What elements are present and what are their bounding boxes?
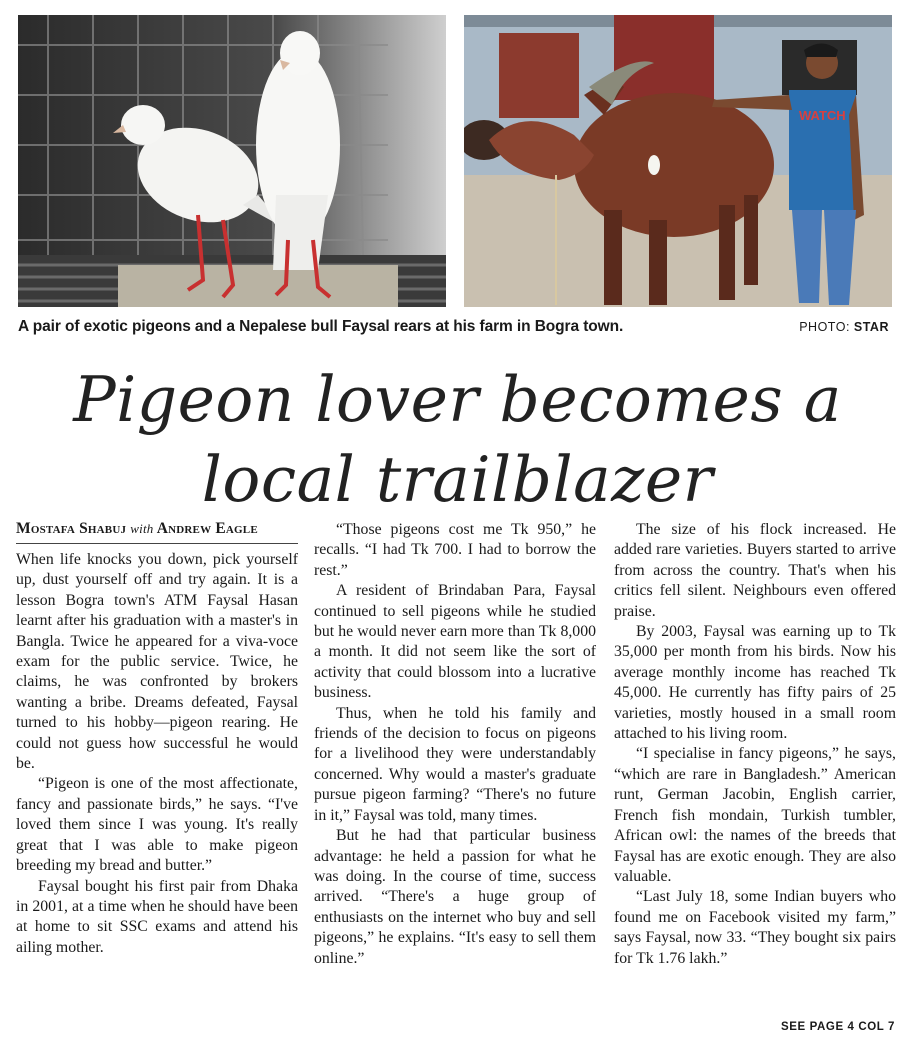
photo-credit <box>799 320 889 334</box>
headline-line-1: Pigeon lover becomes a <box>73 363 842 436</box>
photo-caption: A pair of exotic pigeons and a Nepalese bull Faysal rears at his farm in Bogra town. <box>18 318 624 335</box>
paragraph: When life knocks you down, pick yourself up, dust yourself off and try again. It is a lesson Bogra town's ATM Faysal Hasan learnt after his graduation with a master's in Bangla. Twice he appeared for a viva-voce exam for the public service. Twice, he claims, he was confronted by brokers wanting a bribe. Dreams defeated, Faysal turned to his hobby—pigeon rearing. He could not guess how successful he would be. <box>16 551 298 773</box>
credit-prefix: PHOTO: <box>799 320 854 334</box>
pigeons-photo <box>18 15 446 307</box>
bull-photo <box>464 15 892 307</box>
headline <box>0 360 915 520</box>
article-column-2 <box>314 520 596 969</box>
paragraph: Faysal bought his first pair from Dhaka in 2001, at a time when he should have been at home to sit SSC exams and attend his ailing mother. <box>16 877 298 956</box>
shirt-text: WATCH <box>799 108 846 123</box>
paragraph: Thus, when he told his family and friends of the decision to focus on pigeons for a livelihood they were understandably concerned. Why would a master's graduate pursue pigeon farming? “There's no future in it,” Faysal was told, many times. <box>314 704 596 824</box>
byline <box>16 520 298 544</box>
paragraph: A resident of Brindaban Para, Faysal continued to sell pigeons while he studied but he would never earn more than Tk 8,000 a month. It did not seem like the sort of activity that could blossom into a lucrative business. <box>314 582 596 702</box>
headline-line-2: local trailblazer <box>201 443 714 516</box>
paragraph: But he had that particular business advantage: he held a passion for what he was doing. In the course of time, success arrived. “There's a huge group of enthusiasts on the internet who buy and sell pigeons,” he explains. “It's easy to sell them online.” <box>314 827 596 967</box>
credit-source: STAR <box>853 320 889 334</box>
paragraph: “I specialise in fancy pigeons,” he says, “which are rare in Bangladesh.” American runt, German Jacobin, English carrier, French fish mondain, Turkish tumbler, African owl: the names of the breeds that Faysal has are exotic enough. They are also valuable. <box>614 745 896 885</box>
paragraph: “Last July 18, some Indian buyers who found me on Facebook visited my farm,” says Faysal, now 33. “They bought six pairs for Tk 1.76 lakh.” <box>614 888 896 967</box>
paragraph: By 2003, Faysal was earning up to Tk 35,000 per month from his birds. Now his average monthly income has reached Tk 45,000. He currently has fifty pairs of 25 varieties, mostly housed in a small room attached to his living room. <box>614 623 896 743</box>
byline-author: Mostafa Shabuj <box>16 520 127 537</box>
article-column-3 <box>614 520 896 969</box>
continuation-note: SEE PAGE 4 COL 7 <box>781 1021 895 1033</box>
paragraph: “Pigeon is one of the most affectionate, fancy and passionate birds,” he says. “I've loved them since I was young. It's really great that I was able to make pigeon breeding my bread and butter.” <box>16 775 298 875</box>
byline-with: with <box>130 521 154 536</box>
byline-coauthor: Andrew Eagle <box>156 520 258 537</box>
paragraph: The size of his flock increased. He added rare varieties. Buyers started to arrive from across the country. That's when his critics fell silent. Neighbours even offered praise. <box>614 521 896 620</box>
paragraph: “Those pigeons cost me Tk 950,” he recalls. “I had Tk 700. I had to borrow the rest.” <box>314 521 596 579</box>
article-column-1 <box>16 520 298 958</box>
